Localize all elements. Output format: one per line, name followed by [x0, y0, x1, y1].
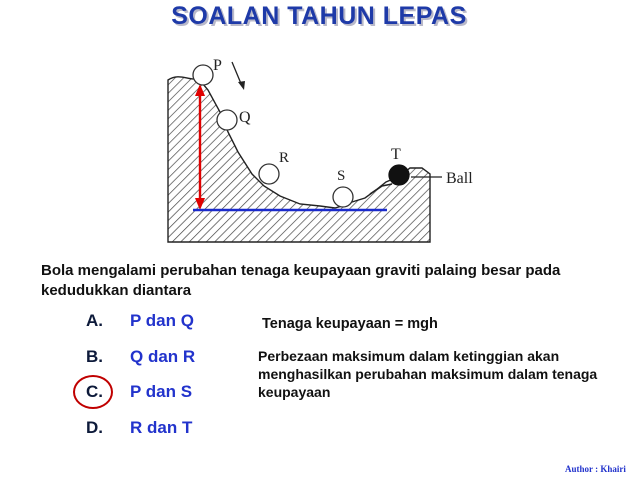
- label-s: S: [337, 168, 346, 184]
- ball-p: [193, 65, 213, 85]
- option-a-text[interactable]: P dan Q: [130, 311, 194, 330]
- label-t: T: [391, 146, 401, 163]
- ball-s: [333, 187, 353, 207]
- label-q: Q: [239, 109, 251, 126]
- option-b-text[interactable]: Q dan R: [130, 347, 196, 366]
- slope-diagram: [160, 50, 490, 250]
- label-p: P: [213, 57, 222, 74]
- option-d-letter[interactable]: D.: [86, 418, 103, 437]
- option-d-text[interactable]: R dan T: [130, 418, 193, 437]
- question-text: Bola mengalami perubahan tenaga keupayaan graviti palaing besar pada kedudukkan diantara: [41, 262, 561, 299]
- option-c-text[interactable]: P dan S: [130, 382, 193, 401]
- label-r: R: [279, 150, 290, 166]
- page-title: SOALAN TAHUN LEPAS: [171, 2, 467, 30]
- ball-t: [389, 165, 409, 185]
- option-b-letter[interactable]: B.: [86, 347, 103, 366]
- ball-q: [217, 110, 237, 130]
- ball-r: [259, 164, 279, 184]
- formula-note: Tenaga keupayaan = mgh: [262, 316, 438, 332]
- explanation-note: Perbezaan maksimum dalam ketinggian akan menghasilkan perubahan maksimum dalam tenaga keupayaan: [258, 348, 598, 400]
- option-a-letter[interactable]: A.: [86, 311, 103, 330]
- author-credit: Author : Khairi: [565, 464, 626, 474]
- label-ball: Ball: [446, 170, 473, 187]
- option-c-letter[interactable]: C.: [86, 382, 103, 401]
